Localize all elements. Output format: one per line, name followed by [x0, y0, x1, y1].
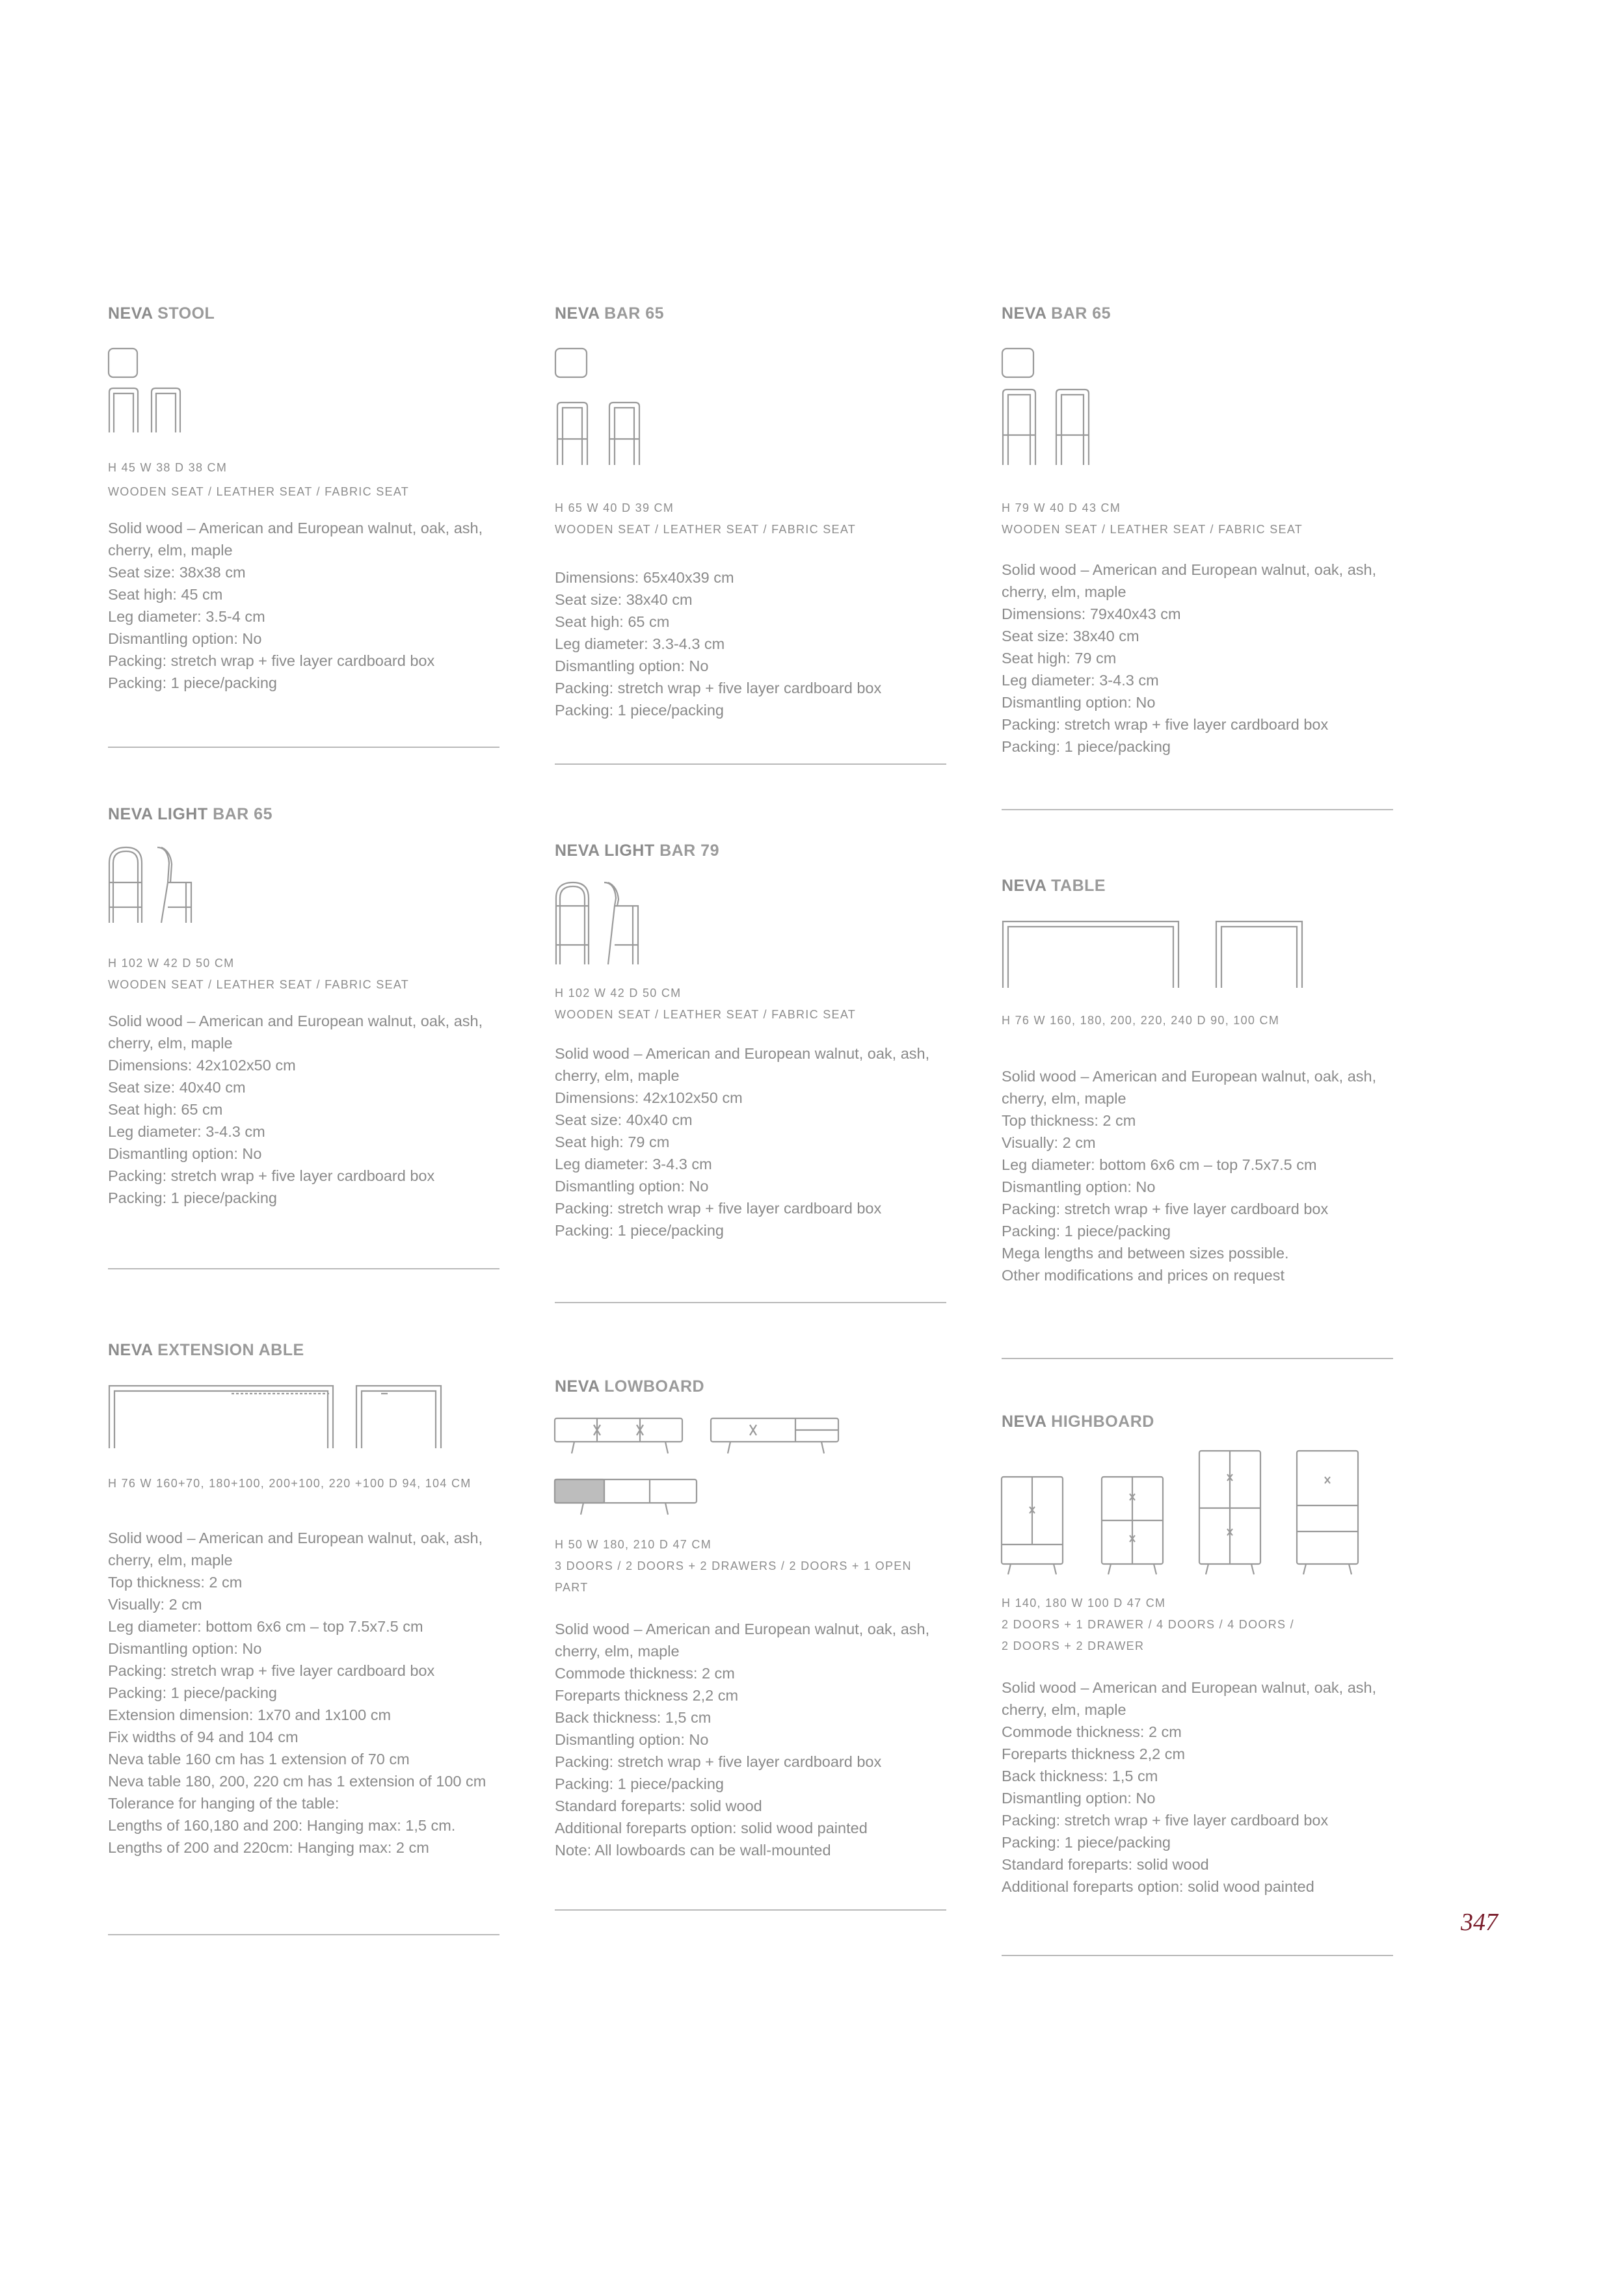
- spec-line: Standard foreparts: solid wood: [555, 1797, 762, 1814]
- product-dimensions: H 140, 180 W 100 D 47 CM: [1002, 1597, 1166, 1610]
- spec-line: Leg diameter: 3-4.3 cm: [1002, 672, 1159, 689]
- spec-line: Solid wood – American and European walnut, oak, ash,: [1002, 1679, 1377, 1696]
- product-title: [108, 304, 498, 323]
- spec-line: Solid wood – American and European walnut, oak, ash,: [555, 1621, 930, 1637]
- spec-line: Packing: 1 piece/packing: [1002, 738, 1171, 755]
- spec-line: cherry, elm, maple: [1002, 1701, 1126, 1718]
- product-model: HIGHBOARD: [1051, 1412, 1154, 1431]
- product-seat-options: WOODEN SEAT / LEATHER SEAT / FABRIC SEAT: [108, 485, 410, 498]
- spec-line: Seat high: 65 cm: [555, 613, 670, 630]
- bar-65-drawing: [555, 348, 646, 465]
- lowboard-drawing: [555, 1418, 841, 1516]
- spec-line: Back thickness: 1,5 cm: [555, 1709, 712, 1726]
- spec-line: Fix widths of 94 and 104 cm: [108, 1729, 299, 1745]
- spec-line: Leg diameter: 3.5-4 cm: [108, 608, 265, 625]
- product-seat-options: WOODEN SEAT / LEATHER SEAT / FABRIC SEAT: [555, 523, 857, 536]
- product-brand: NEVA LIGHT: [555, 842, 655, 860]
- product-model: EXTENSION ABLE: [157, 1341, 304, 1359]
- spec-line: Additional foreparts option: solid wood painted: [1002, 1878, 1314, 1895]
- divider: [555, 1302, 946, 1303]
- spec-line: Packing: 1 piece/packing: [108, 1189, 277, 1206]
- spec-line: Neva table 180, 200, 220 cm has 1 extension of 100 cm: [108, 1773, 486, 1790]
- divider: [555, 763, 946, 765]
- product-dimensions: H 45 W 38 D 38 CM: [108, 461, 228, 474]
- product-specs: [555, 1618, 945, 1861]
- spec-line: Leg diameter: 3-4.3 cm: [108, 1123, 265, 1140]
- spec-line: Lengths of 200 and 220cm: Hanging max: 2 cm: [108, 1839, 429, 1856]
- spec-line: Packing: stretch wrap + five layer cardboard box: [1002, 716, 1329, 733]
- product-dimensions: H 65 W 40 D 39 CM: [555, 501, 674, 514]
- product-model: STOOL: [157, 304, 215, 323]
- spec-line: Top thickness: 2 cm: [1002, 1112, 1136, 1129]
- spec-line: Solid wood – American and European walnut, oak, ash,: [108, 1013, 483, 1029]
- spec-line: Commode thickness: 2 cm: [555, 1665, 735, 1682]
- product-dimensions: H 76 W 160+70, 180+100, 200+100, 220 +100 D 94, 104 CM: [108, 1477, 472, 1490]
- light-bar-79-drawing: [555, 880, 646, 964]
- product-title: [108, 805, 498, 824]
- spec-line: Packing: stretch wrap + five layer cardboard box: [108, 652, 435, 669]
- product-dimensions: H 76 W 160, 180, 200, 220, 240 D 90, 100 CM: [1002, 1014, 1280, 1027]
- product-model: BAR 65: [604, 304, 665, 323]
- product-specs: [555, 566, 945, 721]
- spec-line: Back thickness: 1,5 cm: [1002, 1768, 1158, 1784]
- product-title: [1002, 877, 1392, 895]
- product-dimensions: H 79 W 40 D 43 CM: [1002, 501, 1121, 514]
- spec-line: Dismantling option: No: [108, 1640, 262, 1657]
- product-seat-options: WOODEN SEAT / LEATHER SEAT / FABRIC SEAT: [1002, 523, 1303, 536]
- spec-line: Dismantling option: No: [108, 630, 262, 647]
- spec-line: cherry, elm, maple: [108, 1552, 233, 1569]
- spec-line: Solid wood – American and European walnut, oak, ash,: [1002, 561, 1377, 578]
- spec-line: Packing: 1 piece/packing: [108, 1684, 277, 1701]
- product-brand: NEVA: [108, 1341, 153, 1359]
- spec-line: Foreparts thickness 2,2 cm: [1002, 1745, 1186, 1762]
- spec-line: Neva table 160 cm has 1 extension of 70 cm: [108, 1751, 410, 1768]
- divider: [1002, 809, 1393, 810]
- spec-line: Leg diameter: bottom 6x6 cm – top 7.5x7.5 cm: [108, 1618, 423, 1635]
- product-model: BAR 79: [659, 842, 719, 860]
- spec-line: Dismantling option: No: [555, 1731, 709, 1748]
- spec-line: Leg diameter: bottom 6x6 cm – top 7.5x7.5 cm: [1002, 1156, 1317, 1173]
- product-neva-light-bar-79: [555, 842, 945, 1241]
- spec-line: Seat high: 79 cm: [1002, 650, 1117, 667]
- product-neva-extension-able: [108, 1341, 498, 1859]
- divider: [1002, 1955, 1393, 1956]
- product-neva-lowboard: [555, 1377, 945, 1861]
- product-model: BAR 65: [213, 805, 273, 823]
- spec-line: Extension dimension: 1x70 and 1x100 cm: [108, 1706, 392, 1723]
- product-specs: [555, 1042, 945, 1241]
- spec-line: Dismantling option: No: [555, 1178, 709, 1195]
- spec-line: Visually: 2 cm: [1002, 1134, 1096, 1151]
- spec-line: Seat size: 38x40 cm: [555, 591, 693, 608]
- spec-line: Dismantling option: No: [1002, 1790, 1156, 1807]
- product-specs: [1002, 559, 1392, 758]
- spec-line: Seat size: 38x38 cm: [108, 564, 246, 581]
- product-brand: NEVA: [555, 304, 600, 323]
- spec-line: Note: All lowboards can be wall-mounted: [555, 1842, 831, 1859]
- spec-line: Seat high: 45 cm: [108, 586, 223, 603]
- spec-line: Packing: 1 piece/packing: [555, 702, 724, 719]
- spec-line: Mega lengths and between sizes possible.: [1002, 1245, 1289, 1262]
- spec-line: Packing: stretch wrap + five layer cardboard box: [555, 1753, 882, 1770]
- page-number: 347: [1461, 1909, 1498, 1936]
- spec-line: Leg diameter: 3-4.3 cm: [555, 1156, 712, 1173]
- spec-line: Packing: stretch wrap + five layer cardboard box: [1002, 1812, 1329, 1829]
- product-dimensions: H 50 W 180, 210 D 47 CM: [555, 1538, 712, 1551]
- stool-drawing: [108, 348, 186, 432]
- product-cabinet-options: 2 DOORS + 1 DRAWER / 4 DOORS / 4 DOORS / 2 DOORS + 2 DRAWER: [1002, 1618, 1294, 1652]
- product-title: [1002, 1412, 1392, 1431]
- product-specs: [108, 517, 498, 694]
- product-neva-light-bar-65: [108, 805, 498, 1209]
- product-neva-stool: [108, 304, 498, 694]
- divider: [108, 1934, 499, 1935]
- spec-line: Packing: stretch wrap + five layer cardboard box: [108, 1662, 435, 1679]
- product-title: [1002, 304, 1392, 323]
- bar-79-drawing: [1002, 348, 1093, 465]
- spec-line: cherry, elm, maple: [1002, 583, 1126, 600]
- spec-line: Tolerance for hanging of the table:: [108, 1795, 339, 1812]
- product-title: [108, 1341, 498, 1360]
- spec-line: Solid wood – American and European walnut, oak, ash,: [1002, 1068, 1377, 1085]
- spec-line: Solid wood – American and European walnut, oak, ash,: [108, 1530, 483, 1546]
- spec-line: Top thickness: 2 cm: [108, 1574, 243, 1591]
- spec-line: Dismantling option: No: [1002, 694, 1156, 711]
- spec-line: Packing: 1 piece/packing: [108, 674, 277, 691]
- product-neva-highboard: [1002, 1412, 1392, 1898]
- spec-line: Seat high: 65 cm: [108, 1101, 223, 1118]
- spec-line: cherry, elm, maple: [555, 1067, 680, 1084]
- spec-line: Seat high: 79 cm: [555, 1133, 670, 1150]
- product-specs: [108, 1010, 498, 1209]
- divider: [555, 1909, 946, 1911]
- highboard-drawing: [1002, 1451, 1359, 1574]
- product-model: LOWBOARD: [604, 1377, 705, 1396]
- spec-line: Dismantling option: No: [1002, 1178, 1156, 1195]
- spec-line: cherry, elm, maple: [1002, 1090, 1126, 1107]
- spec-line: Dismantling option: No: [555, 657, 709, 674]
- product-brand: NEVA: [1002, 1412, 1046, 1431]
- product-brand: NEVA: [555, 1377, 600, 1396]
- product-seat-options: WOODEN SEAT / LEATHER SEAT / FABRIC SEAT: [108, 978, 410, 991]
- product-dimensions: H 102 W 42 D 50 CM: [108, 957, 235, 970]
- spec-line: Dimensions: 42x102x50 cm: [108, 1057, 296, 1074]
- spec-line: Dimensions: 65x40x39 cm: [555, 569, 734, 586]
- spec-line: Solid wood – American and European walnut, oak, ash,: [555, 1045, 930, 1062]
- product-brand: NEVA LIGHT: [108, 805, 208, 823]
- product-model: BAR 65: [1051, 304, 1112, 323]
- spec-line: Dimensions: 79x40x43 cm: [1002, 605, 1181, 622]
- spec-line: cherry, elm, maple: [555, 1643, 680, 1660]
- spec-line: Leg diameter: 3.3-4.3 cm: [555, 635, 725, 652]
- spec-line: Standard foreparts: solid wood: [1002, 1856, 1209, 1873]
- product-dimensions: H 102 W 42 D 50 CM: [555, 987, 682, 1000]
- spec-line: Packing: 1 piece/packing: [555, 1775, 724, 1792]
- spec-line: Seat size: 38x40 cm: [1002, 628, 1139, 644]
- divider: [108, 1268, 499, 1269]
- product-specs: [108, 1527, 498, 1859]
- spec-line: Packing: 1 piece/packing: [1002, 1223, 1171, 1239]
- spec-line: cherry, elm, maple: [108, 1035, 233, 1052]
- spec-line: Seat size: 40x40 cm: [555, 1111, 693, 1128]
- product-brand: NEVA: [1002, 304, 1046, 323]
- spec-line: cherry, elm, maple: [108, 542, 233, 559]
- spec-line: Solid wood – American and European walnut, oak, ash,: [108, 520, 483, 537]
- product-title: [555, 304, 945, 323]
- spec-line: Packing: 1 piece/packing: [555, 1222, 724, 1239]
- product-brand: NEVA: [1002, 877, 1046, 895]
- product-model: TABLE: [1051, 877, 1106, 895]
- spec-line: Dimensions: 42x102x50 cm: [555, 1089, 743, 1106]
- divider: [1002, 1358, 1393, 1359]
- product-seat-options: WOODEN SEAT / LEATHER SEAT / FABRIC SEAT: [555, 1008, 857, 1021]
- spec-line: Packing: stretch wrap + five layer cardboard box: [108, 1167, 435, 1184]
- product-specs: [1002, 1677, 1392, 1898]
- product-specs: [1002, 1065, 1392, 1286]
- spec-line: Packing: stretch wrap + five layer cardboard box: [555, 1200, 882, 1217]
- product-neva-table: [1002, 877, 1392, 1286]
- product-brand: NEVA: [108, 304, 153, 323]
- product-neva-bar-65-tall: [1002, 304, 1392, 758]
- product-title: [555, 842, 945, 860]
- table-drawing: [1002, 920, 1307, 988]
- spec-line: Packing: 1 piece/packing: [1002, 1834, 1171, 1851]
- spec-line: Seat size: 40x40 cm: [108, 1079, 246, 1096]
- spec-line: Additional foreparts option: solid wood painted: [555, 1820, 868, 1836]
- spec-line: Packing: stretch wrap + five layer cardboard box: [555, 680, 882, 696]
- spec-line: Foreparts thickness 2,2 cm: [555, 1687, 739, 1704]
- light-bar-65-drawing: [108, 845, 199, 923]
- spec-line: Lengths of 160,180 and 200: Hanging max: 1,5 cm.: [108, 1817, 456, 1834]
- divider: [108, 747, 499, 748]
- spec-line: Visually: 2 cm: [108, 1596, 202, 1613]
- product-cabinet-options: 3 DOORS / 2 DOORS + 2 DRAWERS / 2 DOORS + 1 OPEN PART: [555, 1559, 912, 1594]
- spec-line: Packing: stretch wrap + five layer cardboard box: [1002, 1200, 1329, 1217]
- extension-table-drawing: [108, 1383, 446, 1448]
- product-title: [555, 1377, 945, 1396]
- spec-line: Dismantling option: No: [108, 1145, 262, 1162]
- product-neva-bar-65: [555, 304, 945, 721]
- spec-line: Other modifications and prices on request: [1002, 1267, 1285, 1284]
- spec-line: Commode thickness: 2 cm: [1002, 1723, 1182, 1740]
